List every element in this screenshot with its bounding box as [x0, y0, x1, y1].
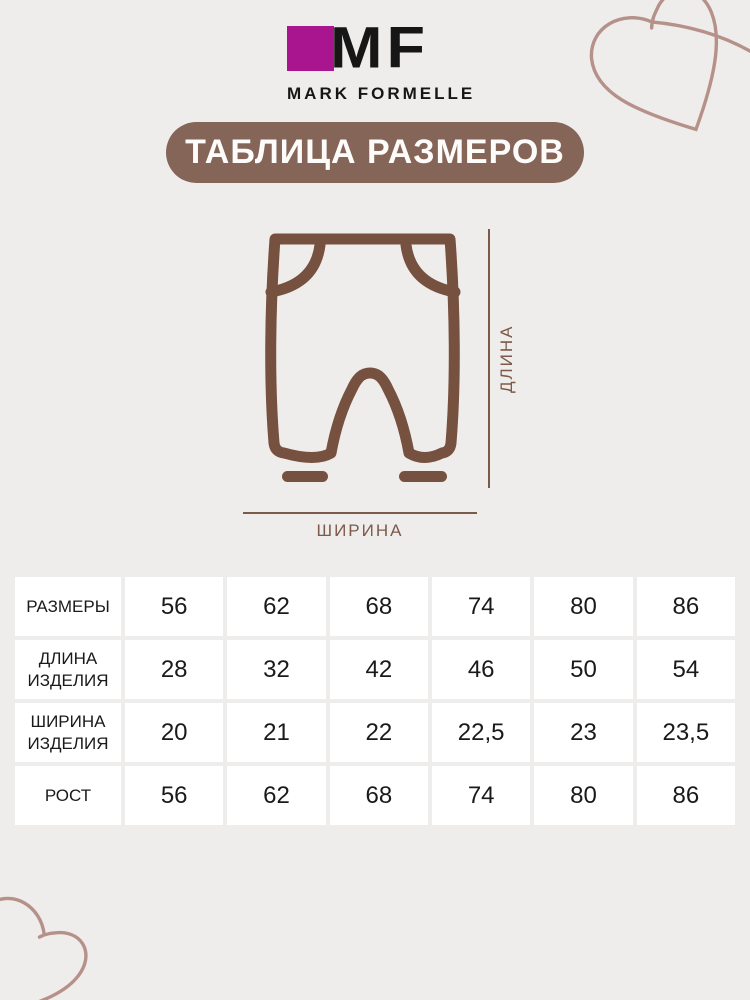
size-table: [15, 577, 735, 825]
table-cell: 50: [534, 640, 632, 699]
pants-outline: [271, 239, 455, 458]
table-row-label: РАЗМЕРЫ: [15, 577, 121, 636]
table-cell: 23: [534, 703, 632, 762]
table-cell: 74: [432, 577, 530, 636]
table-row-label: ДЛИНА ИЗДЕЛИЯ: [15, 640, 121, 699]
table-cell: 28: [125, 640, 223, 699]
table-cell: 21: [227, 703, 325, 762]
pants-right-cuff: [399, 471, 447, 482]
table-cell: 42: [330, 640, 428, 699]
table-cell: 23,5: [637, 703, 735, 762]
table-cell: 68: [330, 766, 428, 825]
pants-left-cuff: [282, 471, 328, 482]
table-cell: 62: [227, 766, 325, 825]
table-cell: 80: [534, 577, 632, 636]
table-cell: 62: [227, 577, 325, 636]
table-cell: 32: [227, 640, 325, 699]
table-row-label: РОСТ: [15, 766, 121, 825]
table-cell: 86: [637, 577, 735, 636]
length-dimension-line: [488, 229, 490, 488]
brand-name: MARK FORMELLE: [287, 84, 476, 103]
page-title: ТАБЛИЦА РАЗМЕРОВ: [185, 133, 565, 171]
table-cell: 68: [330, 577, 428, 636]
width-label: ШИРИНА: [316, 521, 404, 540]
table-cell: 46: [432, 640, 530, 699]
table-cell: 80: [534, 766, 632, 825]
width-dimension-line: [243, 512, 477, 514]
heart-icon: [0, 884, 96, 1000]
table-cell: 20: [125, 703, 223, 762]
table-row-label: ШИРИНА ИЗДЕЛИЯ: [15, 703, 121, 762]
length-label: ДЛИНА: [497, 324, 516, 393]
table-cell: 56: [125, 766, 223, 825]
table-cell: 56: [125, 577, 223, 636]
table-cell: 22: [330, 703, 428, 762]
table-cell: 74: [432, 766, 530, 825]
table-cell: 54: [637, 640, 735, 699]
table-cell: 22,5: [432, 703, 530, 762]
table-cell: 86: [637, 766, 735, 825]
pants-icon: [262, 222, 462, 492]
logo-monogram: MF: [330, 15, 429, 81]
